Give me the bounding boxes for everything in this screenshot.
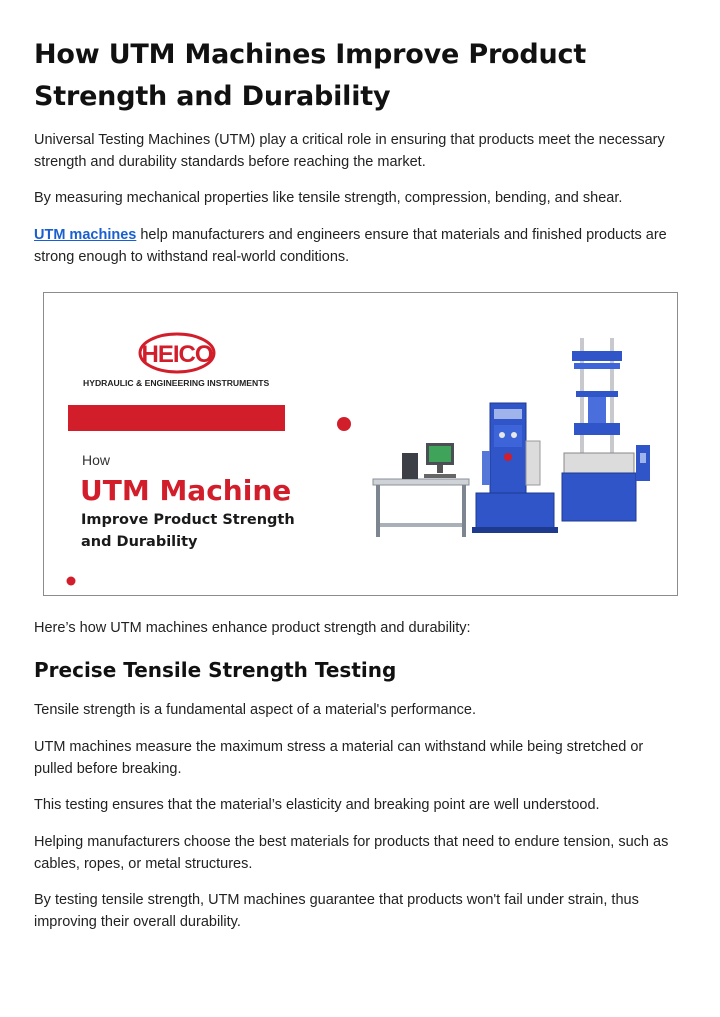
page-title: How UTM Machines Improve Product Strength and Durability — [34, 39, 587, 112]
utm-machines-link[interactable]: UTM machines — [34, 227, 137, 243]
banner-subline-2: and Durability — [81, 534, 198, 550]
red-banner-bar — [68, 405, 285, 431]
logo-text: HEICO — [141, 341, 213, 368]
intro-paragraph-2: By measuring mechanical properties like tensile strength, compression, bending, and shear. — [34, 190, 623, 206]
intro-paragraph-3 — [34, 224, 684, 268]
intro-paragraph-1: Universal Testing Machines (UTM) play a critical role in ensuring that products meet the necessary strength and durability standards before reaching the market. — [34, 132, 665, 170]
banner-headline: UTM Machine — [80, 474, 292, 507]
section-paragraph-1: Tensile strength is a fundamental aspect of a material's performance. — [34, 702, 477, 718]
heico-logo — [140, 334, 214, 372]
banner-how: How — [82, 452, 111, 468]
red-dot-small — [67, 577, 76, 586]
company-name: HYDRAULIC & ENGINEERING INSTRUMENTS — [83, 378, 270, 388]
lead-in-paragraph: Here’s how UTM machines enhance product strength and durability: — [34, 620, 471, 636]
section-paragraph-3: This testing ensures that the material’s elasticity and breaking point are well understood. — [34, 797, 600, 813]
utm-frame-machine-icon — [562, 338, 650, 521]
banner-subline-1: Improve Product Strength — [81, 512, 295, 528]
section-heading: Precise Tensile Strength Testing — [34, 658, 397, 682]
computer-desk-icon — [373, 443, 469, 537]
intro-paragraph-3-text: help manufacturers and engineers ensure that materials and finished products are strong enough to withstand real-world conditions. — [34, 227, 667, 265]
banner-image — [43, 292, 678, 596]
section-paragraph-4: Helping manufacturers choose the best materials for products that need to endure tension, such as cables, ropes, or metal structures. — [34, 834, 669, 872]
section-paragraph-2: UTM machines measure the maximum stress a material can withstand while being stretched or pulled before breaking. — [34, 739, 644, 777]
red-dot-decoration — [337, 417, 351, 431]
utm-control-machine-icon — [472, 403, 558, 533]
section-paragraph-5: By testing tensile strength, UTM machines guarantee that products won't fail under strain, thus improving their overall durability. — [34, 892, 639, 930]
